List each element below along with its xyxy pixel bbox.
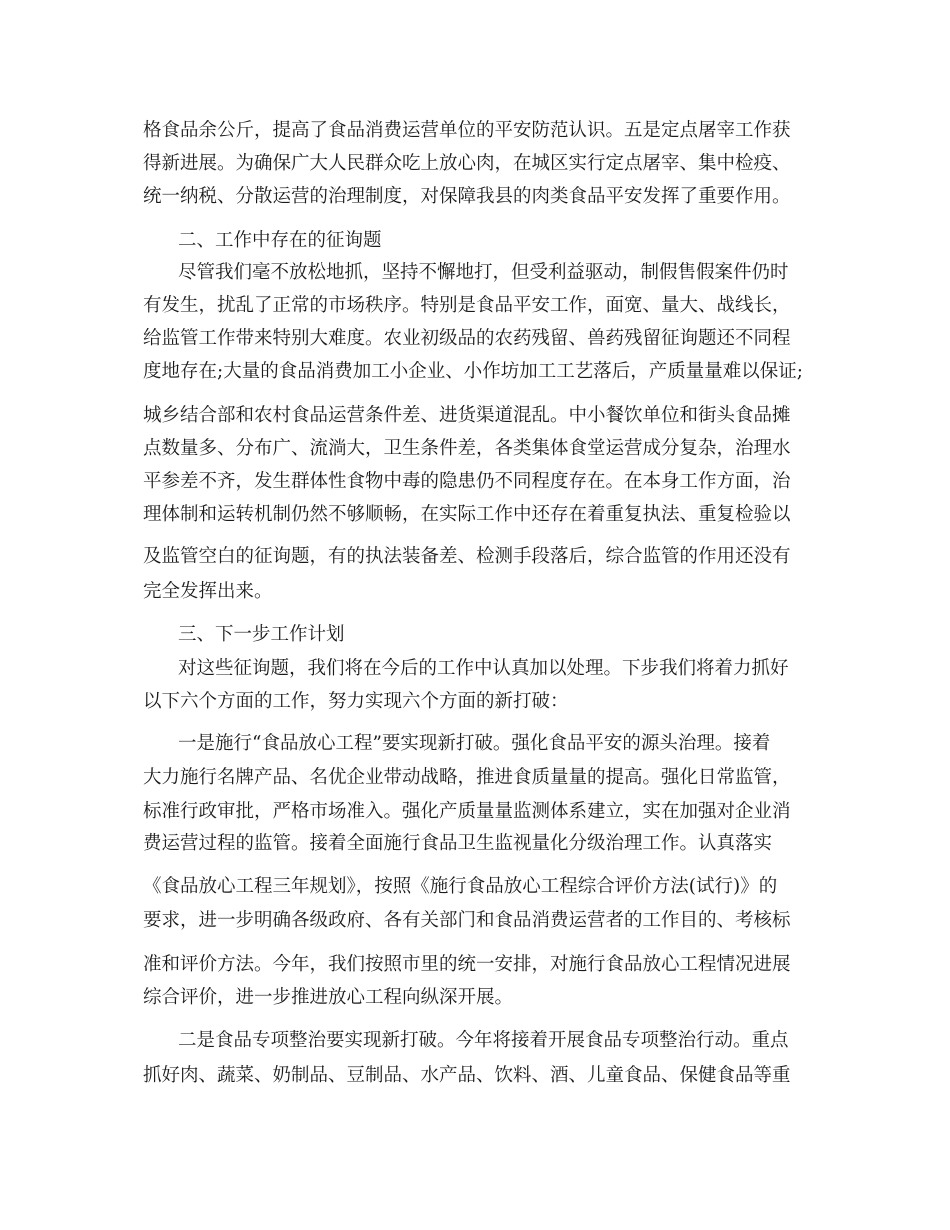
text-line: 尽管我们毫不放松地抓，坚持不懈地打，但受利益驱动，制假售假案件仍时 bbox=[178, 262, 789, 283]
text-line: 准和评价方法。今年，我们按照市里的统一安排，对施行食品放心工程情况进展 bbox=[143, 954, 791, 975]
text-line: 二是食品专项整治要实现新打破。今年将接着开展食品专项整治行动。重点 bbox=[178, 1030, 789, 1051]
text-line: 度地存在;大量的食品消费加工小企业、小作坊加工工艺落后，产质量量难以保证; bbox=[143, 361, 803, 382]
text-line: 统一纳税、分散运营的治理制度，对保障我县的肉类食品平安发挥了重要作用。 bbox=[143, 186, 791, 207]
text-line: 有发生，扰乱了正常的市场秩序。特别是食品平安工作，面宽、量大、战线长， bbox=[143, 295, 791, 316]
text-line: 完全发挥出来。 bbox=[143, 581, 273, 602]
section-heading: 二、工作中存在的征询题 bbox=[178, 230, 382, 251]
text-line: 费运营过程的监管。接着全面施行食品卫生监视量化分级治理工作。认真落实 bbox=[143, 833, 773, 854]
text-line: 对这些征询题，我们将在今后的工作中认真加以处理。下步我们将着力抓好 bbox=[178, 658, 789, 679]
text-line: 一是施行“食品放心工程”要实现新打破。强化食品平安的源头治理。接着 bbox=[178, 733, 771, 754]
text-line: 《食品放心工程三年规划》，按照《施行食品放心工程综合评价方法(试行)》的 bbox=[143, 876, 778, 897]
text-line: 平参差不齐，发生群体性食物中毒的隐患仍不同程度存在。在本身工作方面，治 bbox=[143, 471, 791, 492]
text-line: 及监管空白的征询题，有的执法装备差、检测手段落后，综合监管的作用还没有 bbox=[143, 546, 791, 567]
text-line: 抓好肉、蔬菜、奶制品、豆制品、水产品、饮料、酒、儿童食品、保健食品等重 bbox=[143, 1065, 791, 1086]
text-line: 综合评价，进一步推进放心工程向纵深开展。 bbox=[143, 987, 514, 1008]
text-line: 以下六个方面的工作，努力实现六个方面的新打破： bbox=[143, 691, 569, 712]
text-line: 标准行政审批，严格市场准入。强化产质量量监测体系建立，实在加强对企业消 bbox=[143, 801, 791, 822]
section-heading: 三、下一步工作计划 bbox=[178, 624, 345, 645]
text-line: 城乡结合部和农村食品运营条件差、进货渠道混乱。中小餐饮单位和街头食品摊 bbox=[143, 405, 791, 426]
text-line: 要求，进一步明确各级政府、各有关部门和食品消费运营者的工作目的、考核标 bbox=[143, 910, 791, 931]
text-line: 得新进展。为确保广大人民群众吃上放心肉，在城区实行定点屠宰、集中检疫、 bbox=[143, 153, 791, 174]
text-line: 格食品余公斤，提高了食品消费运营单位的平安防范认识。五是定点屠宰工作获 bbox=[143, 120, 791, 141]
text-line: 给监管工作带来特别大难度。农业初级品的农药残留、兽药残留征询题还不同程 bbox=[143, 328, 791, 349]
text-line: 点数量多、分布广、流淌大，卫生条件差，各类集体食堂运营成分复杂，治理水 bbox=[143, 438, 791, 459]
text-line: 理体制和运转机制仍然不够顺畅，在实际工作中还存在着重复执法、重复检验以 bbox=[143, 504, 791, 525]
text-line: 大力施行名牌产品、名优企业带动战略，推进食质量量的提高。强化日常监管， bbox=[143, 767, 791, 788]
